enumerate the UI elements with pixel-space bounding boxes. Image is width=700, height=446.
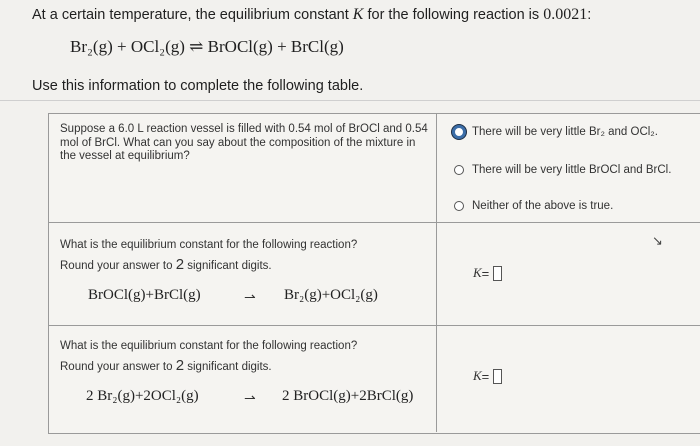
option-little-br2-ocl2[interactable]: There will be very little Br₂ and OCl₂. bbox=[454, 125, 658, 139]
option-neither[interactable]: Neither of the above is true. bbox=[454, 200, 613, 212]
question2-reactants: BrOCl(g)+BrCl(g) bbox=[88, 287, 201, 303]
header-divider bbox=[0, 100, 700, 101]
radio-button-selected[interactable] bbox=[452, 125, 466, 139]
mouse-cursor-icon: ↘ bbox=[652, 233, 663, 248]
question3-reactants: 2 Br₂(g)+2OCl₂(g) bbox=[86, 388, 199, 404]
equilibrium-arrow-icon: ⇀ bbox=[244, 390, 256, 406]
table-row-divider bbox=[48, 325, 700, 326]
k-answer-input[interactable] bbox=[493, 369, 502, 384]
table-column-divider bbox=[436, 113, 437, 432]
question2-products: Br₂(g)+OCl₂(g) bbox=[284, 287, 378, 303]
radio-button[interactable] bbox=[454, 165, 464, 175]
question2-text: What is the equilibrium constant for the following reaction? Round your answer to 2 significant digits. bbox=[60, 239, 358, 273]
table-row-divider bbox=[48, 222, 700, 223]
intro-text: At a certain temperature, the equilibrium constant K for the following reaction is 0.0021: bbox=[32, 6, 592, 23]
option-little-brocl-brcl[interactable]: There will be very little BrOCl and BrCl. bbox=[454, 164, 671, 176]
k-answer-input[interactable] bbox=[493, 266, 502, 281]
question3-text: What is the equilibrium constant for the following reaction? Round your answer to 2 significant digits. bbox=[60, 340, 358, 374]
question3-k-answer: K = bbox=[473, 368, 502, 384]
question3-products: 2 BrOCl(g)+2BrCl(g) bbox=[282, 388, 414, 404]
instruction-text: Use this information to complete the following table. bbox=[32, 78, 364, 94]
question1-text: Suppose a 6.0 L reaction vessel is filled with 0.54 mol of BrOCl and 0.54 mol of BrCl. What can you say about the composition of the mixture in the vessel at equilibrium? bbox=[60, 123, 428, 162]
equilibrium-arrow-icon: ⇀ bbox=[244, 289, 256, 305]
question2-k-answer: K = bbox=[473, 265, 502, 281]
main-reaction-equation: Br₂(g) + OCl₂(g) ⇌ BrOCl(g) + BrCl(g) bbox=[70, 37, 344, 56]
radio-button[interactable] bbox=[454, 201, 464, 211]
